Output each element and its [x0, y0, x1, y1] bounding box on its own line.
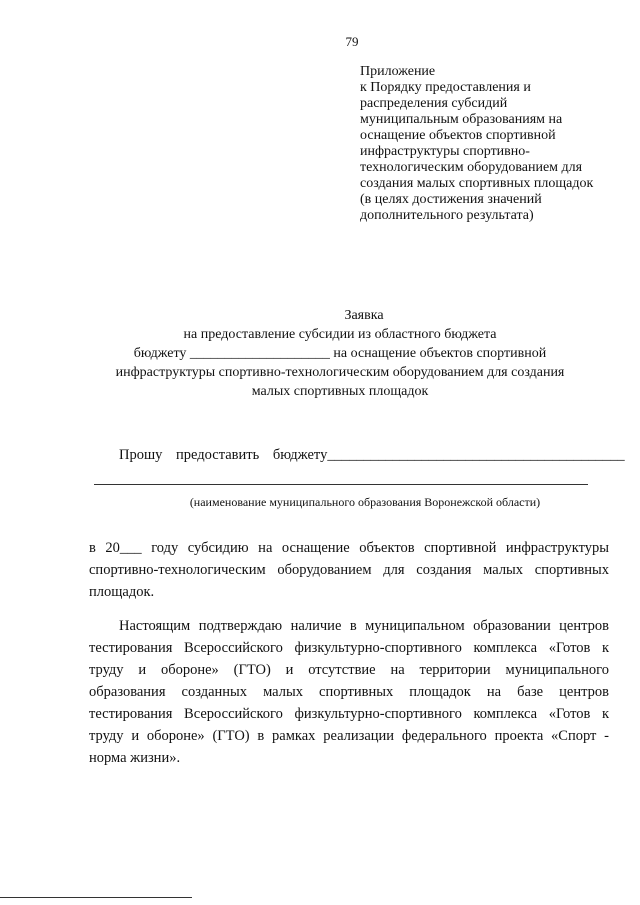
footnote-separator	[0, 897, 192, 898]
title-line: инфраструктуры спортивно-технологическим оборудованием для создания	[115, 365, 565, 380]
appendix-line: создания малых спортивных площадок	[360, 176, 594, 191]
paragraph-line: труду и обороне» (ГТО) и отсутствие на территории муниципального	[89, 662, 609, 678]
municipality-hint: (наименование муниципального образования Воронежской области)	[189, 495, 541, 509]
paragraph-line: спортивно-технологическим оборудованием для создания малых спортивных	[89, 562, 609, 578]
appendix-line: к Порядку предоставления и	[360, 80, 531, 95]
paragraph-line: тестирования Всероссийского физкультурно-спортивного комплекса «Готов к	[89, 706, 609, 722]
paragraph-line: тестирования Всероссийского физкультурно-спортивного комплекса «Готов к	[89, 640, 609, 656]
paragraph-line: в 20___ году субсидию на оснащение объектов спортивной инфраструктуры	[89, 540, 609, 556]
title-line: на предоставление субсидии из областного бюджета	[183, 327, 497, 342]
paragraph-line: труду и обороне» (ГТО) в рамках реализации федерального проекта «Спорт -	[89, 728, 609, 744]
appendix-line: дополнительного результата)	[360, 208, 534, 223]
appendix-note	[360, 64, 630, 224]
request-text: Прошу предоставить бюджету	[119, 447, 328, 463]
title-line: бюджету ____________________ на оснащение объектов спортивной	[133, 346, 547, 361]
appendix-line: Приложение	[360, 64, 436, 79]
paragraph-line: норма жизни».	[89, 750, 181, 766]
municipality-blank: _________________________________________	[327, 447, 625, 463]
appendix-line: оснащение объектов спортивной	[360, 128, 556, 143]
title-line: малых спортивных площадок	[251, 384, 429, 399]
body-text	[89, 537, 609, 769]
title-heading: Заявка	[344, 308, 384, 323]
application-title	[60, 306, 620, 401]
page-number: 79	[345, 34, 359, 49]
appendix-line: (в целях достижения значений	[360, 192, 542, 207]
appendix-line: технологическим оборудованием для	[360, 160, 583, 175]
request-line	[119, 447, 625, 464]
paragraph-line: Настоящим подтверждаю наличие в муниципальном образовании центров	[119, 618, 609, 634]
municipality-fill-line	[94, 484, 588, 485]
appendix-line: инфраструктуры спортивно-	[360, 144, 530, 159]
paragraph-line: площадок.	[89, 584, 155, 600]
paragraph-line: образования созданных малых спортивных площадок на базе центров	[89, 684, 609, 700]
appendix-line: муниципальным образованиям на	[360, 112, 563, 127]
appendix-line: распределения субсидий	[360, 96, 508, 111]
